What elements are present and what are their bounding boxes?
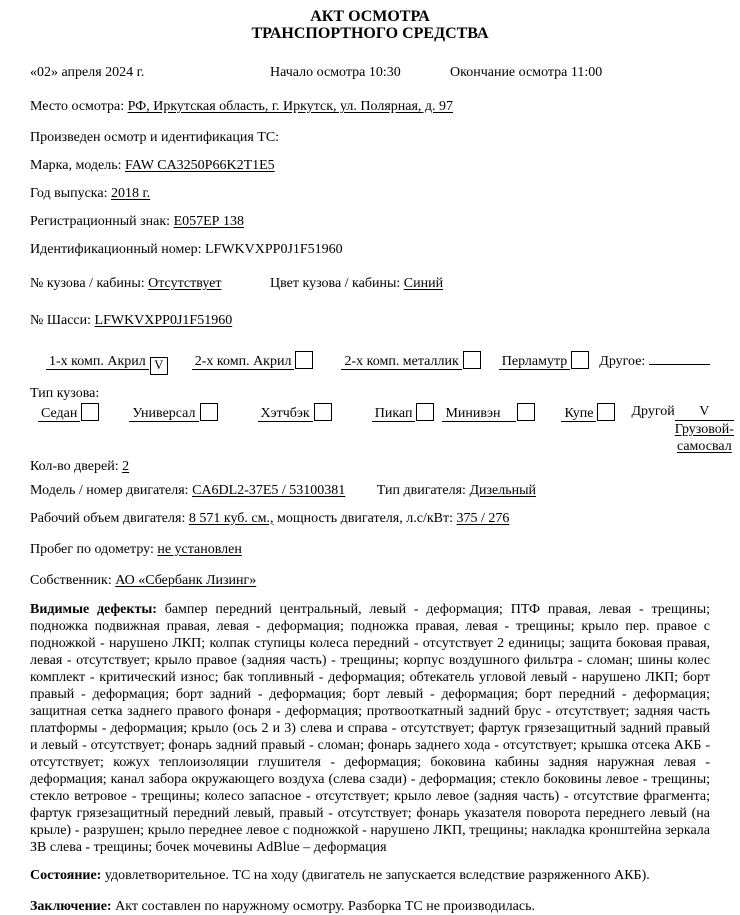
body-type-label: Тип кузова: xyxy=(30,385,100,401)
field-engine-model-value: CA6DL2-37E5 / 53100381 xyxy=(192,482,346,498)
field-reg-plate-label: Регистрационный знак: xyxy=(30,214,171,229)
document-title-line2: ТРАНСПОРТНОГО СРЕДСТВА xyxy=(251,25,489,42)
defects-paragraph xyxy=(30,601,710,856)
field-place-value: РФ, Иркутская область, г. Иркутск, ул. Полярная, д. 97 xyxy=(127,99,454,114)
body-type-option-hatchback-checkbox xyxy=(314,403,332,421)
body-type-row xyxy=(30,403,734,455)
field-make-label: Марка, модель: xyxy=(30,158,122,173)
condition-text: удовлетворительное. ТС на ходу (двигатель не запускается вследствие разряженного АКБ). xyxy=(104,867,650,883)
body-type-option-sedan xyxy=(38,403,99,423)
paint-option-acrylic-2k xyxy=(192,351,314,371)
field-odometer-value: не установлен xyxy=(157,541,242,557)
field-place xyxy=(30,98,710,115)
paint-option-acrylic-2k-label: 2-х комп. Акрил xyxy=(192,354,295,370)
body-type-option-wagon xyxy=(129,403,217,423)
body-type-option-pickup-label: Пикап xyxy=(372,406,416,422)
condition-paragraph xyxy=(30,867,710,884)
body-type-other-value-line2: самосвал xyxy=(676,438,732,454)
body-type-other-label: Другой xyxy=(631,403,675,419)
inspection-start-time: Начало осмотра 10:30 xyxy=(270,65,401,80)
field-vin xyxy=(30,241,710,258)
field-place-label: Место осмотра: xyxy=(30,99,125,114)
field-body-number xyxy=(30,275,270,292)
body-type-option-hatchback-label: Хэтчбэк xyxy=(258,406,313,422)
checkbox-mark: V xyxy=(154,357,164,372)
field-reg-plate xyxy=(30,213,710,230)
field-year xyxy=(30,185,710,202)
paint-option-acrylic-1k-label: 1-х комп. Акрил xyxy=(46,354,149,370)
body-type-option-minivan-label: Минивэн xyxy=(442,406,516,422)
field-body-number-label: № кузова / кабины: xyxy=(30,276,145,291)
field-odometer xyxy=(30,541,710,558)
paint-option-pearl xyxy=(499,351,590,371)
field-doors-label: Кол-во дверей: xyxy=(30,458,119,474)
paint-option-acrylic-1k xyxy=(46,353,168,375)
body-type-option-minivan-checkbox xyxy=(517,403,535,421)
field-doors xyxy=(30,458,710,475)
intro-line: Произведен осмотр и идентификация ТС: xyxy=(30,130,280,145)
field-vin-label: Идентификационный номер: xyxy=(30,242,202,257)
field-odometer-label: Пробег по одометру: xyxy=(30,541,154,557)
field-year-value: 2018 г. xyxy=(111,186,151,201)
paint-option-acrylic-1k-checkbox xyxy=(150,357,168,375)
field-engine-power-label: мощность двигателя, л.с/кВт: xyxy=(276,510,453,526)
field-owner-label: Собственник: xyxy=(30,572,112,588)
paint-option-metallic-2k-checkbox xyxy=(463,351,481,369)
field-body-color xyxy=(270,275,443,292)
body-type-option-pickup xyxy=(372,403,435,423)
field-owner-value: АО «Сбербанк Лизинг» xyxy=(115,572,257,588)
field-engine-volume xyxy=(30,510,710,527)
paint-option-pearl-label: Перламутр xyxy=(499,354,571,370)
field-vin-value: LFWKVXPP0J1F51960 xyxy=(204,242,343,257)
field-year-label: Год выпуска: xyxy=(30,186,108,201)
body-type-option-sedan-label: Седан xyxy=(38,406,80,422)
field-chassis-label: № Шасси: xyxy=(30,313,92,328)
field-engine-model xyxy=(30,482,710,499)
defects-label: Видимые дефекты: xyxy=(30,601,157,617)
field-body-number-value: Отсутствует xyxy=(148,276,222,291)
body-type-other-value-line1: Грузовой- xyxy=(674,421,734,437)
field-engine-model-label: Модель / номер двигателя: xyxy=(30,482,189,498)
document-title-line1: АКТ ОСМОТРА xyxy=(310,8,430,25)
paint-option-acrylic-2k-checkbox xyxy=(295,351,313,369)
conclusion-text: Акт составлен по наружному осмотру. Разборка ТС не производилась. xyxy=(115,898,535,914)
conclusion-label: Заключение: xyxy=(30,898,112,914)
defects-text: бампер передний центральный, левый - деформация; ПТФ правая, левая - трещины; подножка подвижная правая, левая - деформация; подножка правая, левая - трещины; крыло пер. правое с подножкой - нарушено ЛКП; колпак ступицы колеса передний - отсутствует 2 единицы; защита боковая правая, левая - отсутствует; крыло правое (задняя часть) - трещины; корпус воздушного фильтра - сломан; шины колес комплект - критический износ; бак топливный - деформация; обтекатель угловой левый - нарушено ЛКП; борт правый - деформация; борт задний - деформация; борт левый - деформация; борт передний - деформация; защитная сетка заднего правого фонаря - деформация; протвооткатный задний брус - отсутствует; задняя часть платформы - деформация; крыло (ось 2 и 3) слева и справа - отсутствует; фартук грязезащитный задний правый и левый - отсутствует; фонарь задний правый - сломан; фонарь заднего хода - отсутствует; крышка отсека АКБ - отсутствует; кожух теплоизоляции глушителя - деформация; боковина кабины задняя наружная левая - деформация; канал забора окружающего воздуха (слева сзади) - деформация; стекло боковины левое - трещины; стекло ветровое - трещины; колесо запасное - отсутствует; крыло левое (задняя часть) - отсутствие фрагмента; фартук грязезащитный передний левый, правый - отсутствует; фонарь указателя поворота переднего левый (на крыле) - разрушен; крыло переднее левое с подножкой - нарушено ЛКП, трещины; накладка кронштейна зеркала ЗВ слева - трещины; бочек мочевины AdBlue – деформация xyxy=(30,601,711,855)
field-body-color-value: Синий xyxy=(403,276,444,291)
field-owner xyxy=(30,572,710,589)
paint-other-label: Другое: xyxy=(599,354,646,369)
field-reg-plate-value: Е057ЕР 138 xyxy=(173,214,244,229)
field-engine-type-label: Тип двигателя: xyxy=(376,482,466,498)
field-engine-volume-value: 8 571 куб. см., xyxy=(188,510,274,526)
paint-other-blank-line xyxy=(649,350,710,365)
paint-type-row xyxy=(30,350,710,375)
field-make-value: FAW CA3250P66K2T1E5 xyxy=(125,158,275,173)
inspection-meta-row xyxy=(30,64,710,81)
paint-option-pearl-checkbox xyxy=(571,351,589,369)
body-type-option-pickup-checkbox xyxy=(416,403,434,421)
body-type-other-mark: V xyxy=(675,403,734,421)
body-type-option-coupe-checkbox xyxy=(597,403,615,421)
conclusion-paragraph xyxy=(30,898,710,915)
field-engine-power-value: 375 / 276 xyxy=(456,510,510,526)
inspection-date: «02» апреля 2024 г. xyxy=(30,65,145,80)
field-bodynum-color-row xyxy=(30,275,710,292)
body-type-option-sedan-checkbox xyxy=(81,403,99,421)
field-engine-type-value: Дизельный xyxy=(469,482,536,498)
document-title xyxy=(30,8,710,42)
field-body-color-label: Цвет кузова / кабины: xyxy=(270,276,401,291)
paint-option-metallic-2k-label: 2-х комп. металлик xyxy=(341,354,461,370)
field-make xyxy=(30,157,710,174)
field-doors-value: 2 xyxy=(122,458,130,474)
paint-option-metallic-2k xyxy=(341,351,480,371)
body-type-option-wagon-label: Универсал xyxy=(129,406,198,422)
body-type-option-wagon-checkbox xyxy=(200,403,218,421)
body-type-option-coupe xyxy=(561,403,615,423)
body-type-option-coupe-label: Купе xyxy=(561,406,596,422)
field-chassis-value: LFWKVXPP0J1F51960 xyxy=(94,313,233,328)
field-engine-volume-label: Рабочий объем двигателя: xyxy=(30,510,186,526)
inspection-end-time: Окончание осмотра 11:00 xyxy=(450,65,603,80)
body-type-option-hatchback xyxy=(258,403,332,423)
body-type-option-minivan xyxy=(442,403,535,423)
field-chassis xyxy=(30,312,710,329)
condition-label: Состояние: xyxy=(30,867,102,883)
body-type-other-entry xyxy=(675,403,734,455)
